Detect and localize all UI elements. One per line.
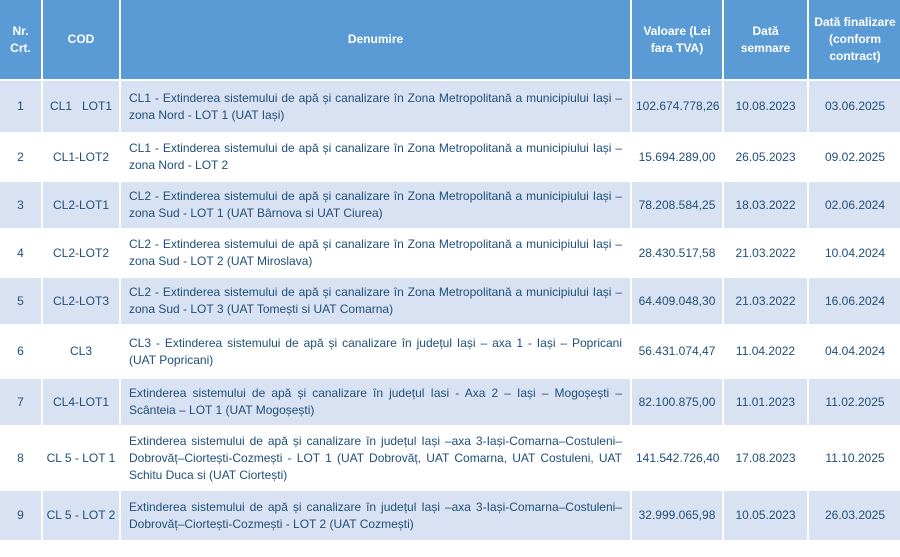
cell-cod: CL2-LOT2 — [41, 228, 119, 276]
cell-nr: 7 — [0, 377, 41, 425]
cell-nr: 3 — [0, 180, 41, 228]
cell-finalizare: 16.06.2024 — [807, 276, 900, 324]
cell-finalizare: 26.03.2025 — [807, 489, 900, 540]
cell-nr: 6 — [0, 324, 41, 377]
cell-finalizare: 11.02.2025 — [807, 377, 900, 425]
cell-nr: 5 — [0, 276, 41, 324]
cell-finalizare: 09.02.2025 — [807, 132, 900, 180]
table-row — [0, 489, 900, 540]
cell-cod: CL4-LOT1 — [41, 377, 119, 425]
cell-nr: 8 — [0, 425, 41, 489]
cell-cod: CL1 LOT1 — [41, 79, 119, 132]
cell-cod: CL 5 - LOT 2 — [41, 489, 119, 540]
cell-semnare: 21.03.2022 — [722, 228, 807, 276]
cell-semnare: 26.05.2023 — [722, 132, 807, 180]
cell-semnare: 10.08.2023 — [722, 79, 807, 132]
cell-denumire: CL2 - Extinderea sistemului de apă și canalizare în Zona Metropolitană a municipiului Iași – zona Sud - LOT 3 (UAT Tomești si UAT Comarna) — [119, 276, 630, 324]
table-row — [0, 228, 900, 276]
cell-cod: CL1-LOT2 — [41, 132, 119, 180]
cell-valoare: 102.674.778,26 — [630, 79, 722, 132]
cell-nr: 1 — [0, 79, 41, 132]
cell-cod: CL2-LOT3 — [41, 276, 119, 324]
header-row — [0, 0, 900, 79]
cell-semnare: 10.05.2023 — [722, 489, 807, 540]
table-header — [0, 0, 900, 79]
cell-cod: CL2-LOT1 — [41, 180, 119, 228]
table-row — [0, 425, 900, 489]
cell-nr: 2 — [0, 132, 41, 180]
cell-semnare: 21.03.2022 — [722, 276, 807, 324]
cell-cod: CL 5 - LOT 1 — [41, 425, 119, 489]
table-row — [0, 79, 900, 132]
cell-valoare: 15.694.289,00 — [630, 132, 722, 180]
cell-finalizare: 02.06.2024 — [807, 180, 900, 228]
cell-finalizare: 04.04.2024 — [807, 324, 900, 377]
column-header-cod: COD — [41, 0, 119, 79]
cell-semnare: 17.08.2023 — [722, 425, 807, 489]
table-body — [0, 79, 900, 540]
cell-finalizare: 11.10.2025 — [807, 425, 900, 489]
cell-denumire: CL2 - Extinderea sistemului de apă și canalizare în Zona Metropolitană a municipiului Iași – zona Sud - LOT 1 (UAT Bârnova si UAT Ciurea) — [119, 180, 630, 228]
table-row — [0, 377, 900, 425]
cell-semnare: 11.04.2022 — [722, 324, 807, 377]
cell-valoare: 78.208.584,25 — [630, 180, 722, 228]
cell-semnare: 18.03.2022 — [722, 180, 807, 228]
cell-valoare: 64.409.048,30 — [630, 276, 722, 324]
cell-denumire: CL2 - Extinderea sistemului de apă și canalizare în Zona Metropolitană a municipiului Iași – zona Sud - LOT 2 (UAT Miroslava) — [119, 228, 630, 276]
cell-denumire: Extinderea sistemului de apă și canalizare în județul Iași –axa 3-Iași-Comarna–Costuleni–Dobrovăț–Ciortești-Cozmești - LOT 2 (UAT Cozmești) — [119, 489, 630, 540]
table-row — [0, 324, 900, 377]
cell-cod: CL3 — [41, 324, 119, 377]
cell-denumire: CL1 - Extinderea sistemului de apă și canalizare în Zona Metropolitană a municipiului Iași – zona Nord - LOT 1 (UAT Iași) — [119, 79, 630, 132]
cell-valoare: 28.430.517,58 — [630, 228, 722, 276]
table-row — [0, 276, 900, 324]
column-header-denumire: Denumire — [119, 0, 630, 79]
cell-semnare: 11.01.2023 — [722, 377, 807, 425]
column-header-data-semnare: Dată semnare — [722, 0, 807, 79]
cell-valoare: 32.999.065,98 — [630, 489, 722, 540]
column-header-nr-crt: Nr. Crt. — [0, 0, 41, 79]
cell-valoare: 56.431.074,47 — [630, 324, 722, 377]
column-header-valoare: Valoare (Lei fara TVA) — [630, 0, 722, 79]
table-row — [0, 132, 900, 180]
table-row — [0, 180, 900, 228]
cell-denumire: Extinderea sistemului de apă și canalizare în județul Iasi - Axa 2 – Iași – Mogoșești – Scânteia – LOT 1 (UAT Mogoșești) — [119, 377, 630, 425]
cell-nr: 9 — [0, 489, 41, 540]
cell-finalizare: 10.04.2024 — [807, 228, 900, 276]
cell-nr: 4 — [0, 228, 41, 276]
cell-denumire: CL3 - Extinderea sistemului de apă și canalizare în județul Iași – axa 1 - Iași – Popricani (UAT Popricani) — [119, 324, 630, 377]
cell-valoare: 82.100.875,00 — [630, 377, 722, 425]
cell-denumire: Extinderea sistemului de apă și canalizare în județul Iași –axa 3-Iași-Comarna–Costuleni–Dobrovăț–Ciortești-Cozmești - LOT 1 (UAT Dobrovăț, UAT Comarna, UAT Costuleni, UAT Schitu Duca si (UAT Ciortești) — [119, 425, 630, 489]
cell-finalizare: 03.06.2025 — [807, 79, 900, 132]
cell-denumire: CL1 - Extinderea sistemului de apă și canalizare în Zona Metropolitană a municipiului Iași – zona Nord - LOT 2 — [119, 132, 630, 180]
cell-valoare: 141.542.726,40 — [630, 425, 722, 489]
column-header-data-finalizare: Dată finalizare (conform contract) — [807, 0, 900, 79]
